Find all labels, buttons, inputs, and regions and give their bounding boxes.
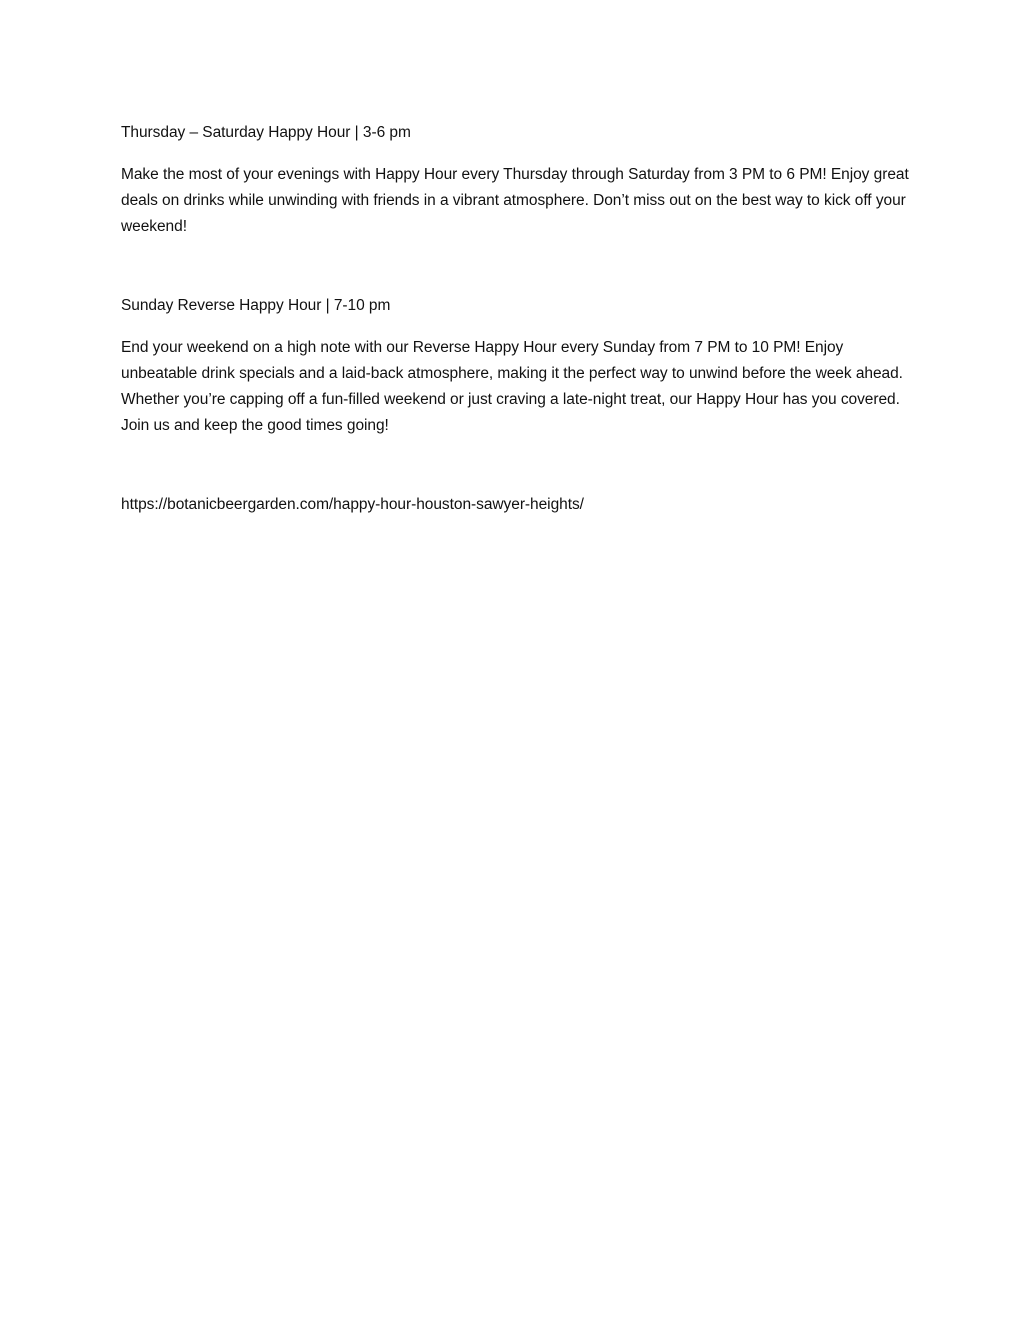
section-heading: Sunday Reverse Happy Hour | 7-10 pm [121,297,391,314]
document-content [121,120,911,518]
page-url-link[interactable]: https://botanicbeergarden.com/happy-hour-houston-sawyer-heights/ [121,496,584,513]
section-paragraph: End your weekend on a high note with our Reverse Happy Hour every Sunday from 7 PM to 10 PM! Enjoy unbeatable drink specials and a laid-back atmosphere, making it the perfect way to unwind before the week ahead. Whether you’re capping off a fun-filled weekend or just craving a late-night treat, our Happy Hour has you covered. Join us and keep the good times going! [121,339,903,434]
section-sunday-reverse [121,293,911,439]
url-block [121,492,911,518]
section-paragraph: Make the most of your evenings with Happy Hour every Thursday through Saturday from 3 PM to 6 PM! Enjoy great deals on drinks while unwinding with friends in a vibrant atmosphere. Don’t miss out on the best way to kick off your weekend! [121,166,909,235]
section-heading: Thursday – Saturday Happy Hour | 3-6 pm [121,124,411,141]
section-thursday-saturday [121,120,911,240]
